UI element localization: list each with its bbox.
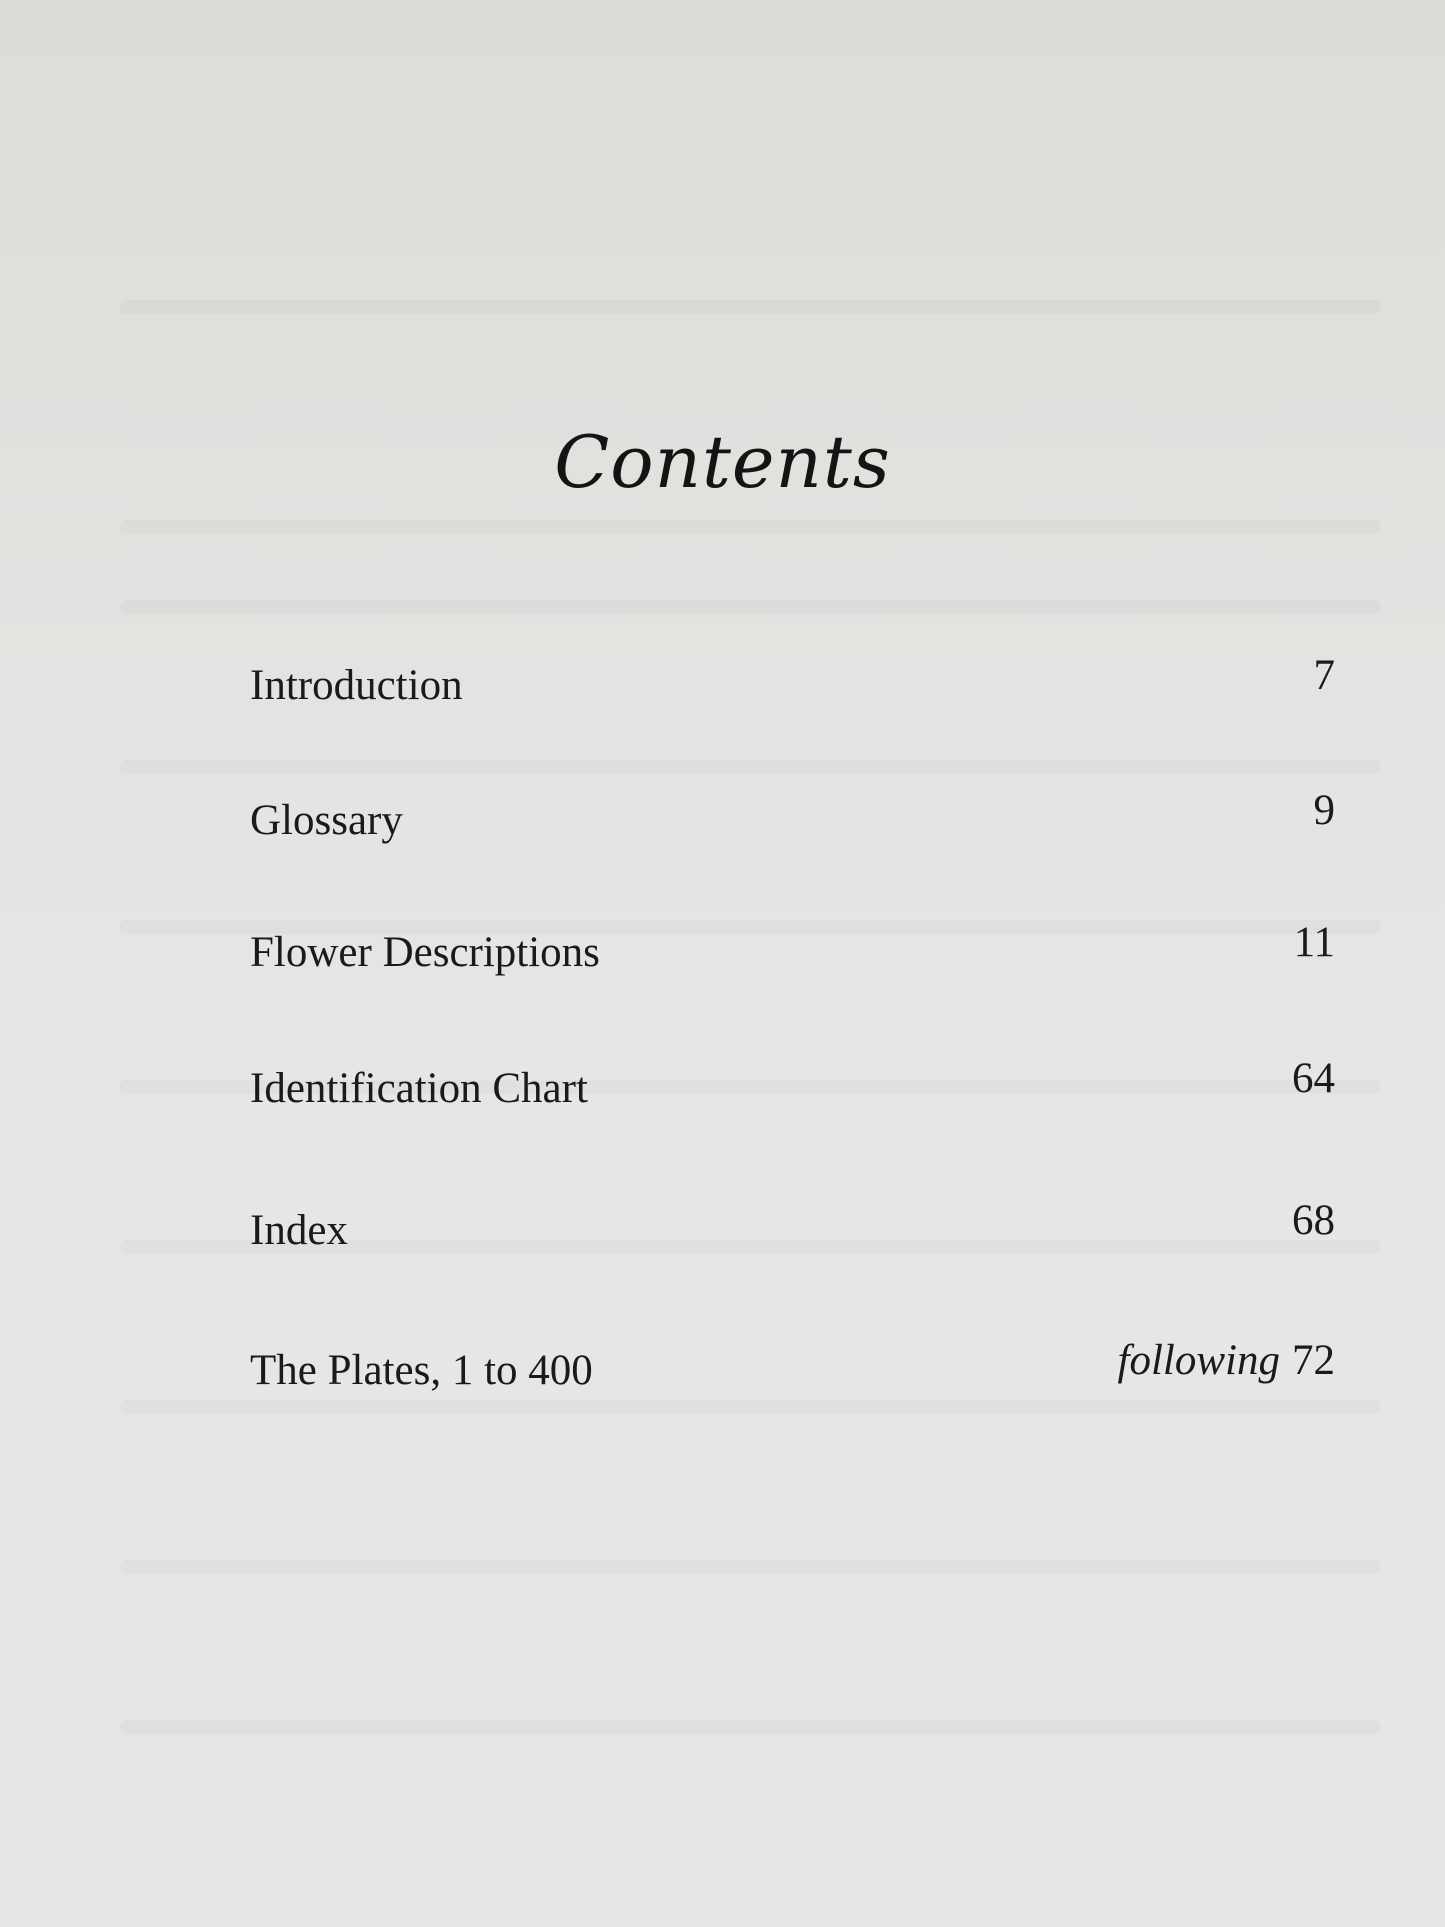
show-through-line: [120, 600, 1380, 614]
toc-entry: [250, 907, 1335, 977]
toc-entry-page: 7: [1313, 652, 1335, 699]
toc-entry-label: Glossary: [250, 797, 403, 844]
toc-entry: [250, 1325, 1335, 1395]
toc-entry-page: 64: [1292, 1055, 1335, 1102]
toc-entry-label: Introduction: [250, 662, 463, 709]
show-through-line: [120, 1400, 1380, 1414]
toc-entry-label: Identification Chart: [250, 1065, 588, 1112]
show-through-line: [120, 1720, 1380, 1734]
show-through-line: [120, 1560, 1380, 1574]
toc-entry: [250, 1185, 1335, 1255]
toc-entry-page: 72: [1292, 1337, 1335, 1384]
toc-entry-page: 68: [1292, 1197, 1335, 1244]
toc-entry-page-group: [1118, 1336, 1335, 1385]
toc-entry-page: 11: [1293, 919, 1335, 966]
toc-entry-label: Flower Descriptions: [250, 929, 600, 976]
toc-entry-page-note: following: [1117, 1337, 1280, 1384]
toc-entry: [250, 640, 1335, 710]
toc-entry: [250, 775, 1335, 845]
toc-entry-label: Index: [250, 1207, 348, 1254]
toc-entry: [250, 1043, 1335, 1113]
show-through-line: [120, 760, 1380, 774]
toc-entry-label: The Plates, 1 to 400: [250, 1347, 593, 1394]
page-title: Contents: [554, 420, 891, 504]
show-through-line: [120, 520, 1380, 534]
toc-entry-page: 9: [1313, 787, 1335, 834]
show-through-line: [120, 300, 1380, 314]
